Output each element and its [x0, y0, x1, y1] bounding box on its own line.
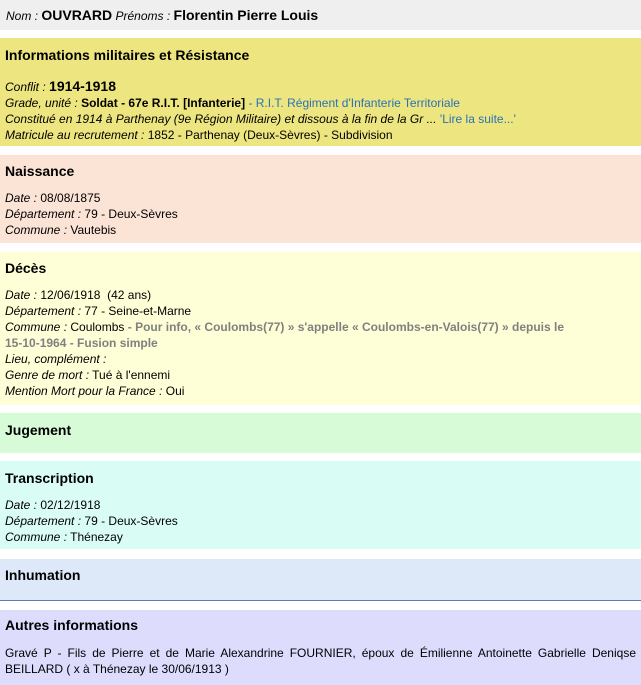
conflit-label: Conflit :: [5, 80, 46, 94]
naissance-dept-value: 79 - Deux-Sèvres: [84, 207, 178, 221]
section-jugement-title: Jugement: [5, 422, 72, 438]
autres-text: Gravé P - Fils de Pierre et de Marie Alexandrine FOURNIER, époux de Émilienne Antoinette Gabrielle Deniqse BEILLARD ( x à Thénezay le 30/06/1913 ): [5, 646, 636, 676]
deces-commune-label: Commune :: [5, 320, 68, 334]
constitue-text: Constitué en 1914 à Parthenay (9e Région Militaire) et dissous à la fin de la Gr ...: [5, 112, 437, 126]
grade-value: Soldat - 67e R.I.T. [Infanterie]: [81, 96, 246, 110]
section-militaire: [0, 38, 641, 146]
section-transcription: [0, 461, 641, 549]
transcription-dept-label: Département :: [5, 514, 82, 528]
deces-genre-label: Genre de mort :: [5, 368, 90, 382]
transcription-commune-label: Commune :: [5, 530, 68, 544]
lire-suite-link[interactable]: 'Lire la suite...': [439, 112, 516, 126]
section-naissance: [0, 155, 641, 243]
deces-commune-info-row: [5, 335, 636, 351]
nom-label: Nom :: [6, 9, 39, 23]
deces-date-value: 12/06/1918 (42 ans): [40, 288, 152, 302]
constitue-row: [5, 111, 636, 127]
transcription-date-row: [5, 497, 636, 513]
grade-label: Grade, unité :: [5, 96, 78, 110]
deces-mention-label: Mention Mort pour la France :: [5, 384, 163, 398]
section-militaire-title: Informations militaires et Résistance: [5, 47, 250, 63]
section-deces: [0, 252, 641, 405]
grade-row: [5, 95, 636, 111]
section-autres: [0, 610, 641, 685]
naissance-commune-label: Commune :: [5, 223, 68, 237]
section-transcription-title: Transcription: [5, 470, 94, 486]
naissance-date-value: 08/08/1875: [40, 191, 101, 205]
conflit-row: [5, 78, 636, 95]
conflit-value: 1914-1918: [49, 78, 116, 94]
matricule-row: [5, 127, 636, 143]
deces-mention-value: Oui: [165, 384, 185, 398]
deces-date-label: Date :: [5, 288, 38, 302]
transcription-dept-value: 79 - Deux-Sèvres: [84, 514, 178, 528]
naissance-dept-row: [5, 206, 636, 222]
naissance-dept-label: Département :: [5, 207, 82, 221]
transcription-commune-value: Thénezay: [70, 530, 123, 544]
section-inhumation: [0, 559, 641, 601]
deces-commune-info: - Pour info, « Coulombs(77) » s'appelle « Coulombs-en-Valois(77) » depuis le: [127, 320, 565, 334]
identity-header: [0, 0, 641, 30]
naissance-date-row: [5, 190, 636, 206]
deces-dept-label: Département :: [5, 304, 82, 318]
deces-mention-row: [5, 383, 636, 399]
transcription-date-value: 02/12/1918: [40, 498, 101, 512]
transcription-dept-row: [5, 513, 636, 529]
deces-dept-row: [5, 303, 636, 319]
section-naissance-title: Naissance: [5, 163, 75, 179]
deces-commune-info-continued: 15-10-1964 - Fusion simple: [5, 336, 158, 350]
prenoms-value: Florentin Pierre Louis: [173, 7, 319, 23]
deces-date-row: [5, 287, 636, 303]
deces-genre-row: [5, 367, 636, 383]
section-jugement: [0, 413, 641, 453]
nom-value: OUVRARD: [41, 7, 113, 23]
section-inhumation-title: Inhumation: [5, 567, 81, 583]
deces-genre-value: Tué à l'ennemi: [92, 368, 171, 382]
naissance-commune-value: Vautebis: [70, 223, 117, 237]
deces-commune-value: Coulombs: [70, 320, 125, 334]
prenoms-label: Prénoms :: [115, 9, 171, 23]
deces-lieu-label: Lieu, complément :: [5, 352, 107, 366]
transcription-commune-row: [5, 529, 636, 545]
matricule-label: Matricule au recrutement :: [5, 128, 145, 142]
deces-dept-value: 77 - Seine-et-Marne: [84, 304, 192, 318]
deces-lieu-row: [5, 351, 636, 367]
naissance-date-label: Date :: [5, 191, 38, 205]
transcription-date-label: Date :: [5, 498, 38, 512]
rit-link[interactable]: - R.I.T. Régiment d'Infanterie Territoriale: [248, 96, 460, 110]
section-autres-title: Autres informations: [5, 617, 139, 633]
deces-commune-row: [5, 319, 636, 335]
naissance-commune-row: [5, 222, 636, 238]
matricule-value: 1852 - Parthenay (Deux-Sèvres) - Subdivision: [147, 128, 393, 142]
section-deces-title: Décès: [5, 260, 47, 276]
